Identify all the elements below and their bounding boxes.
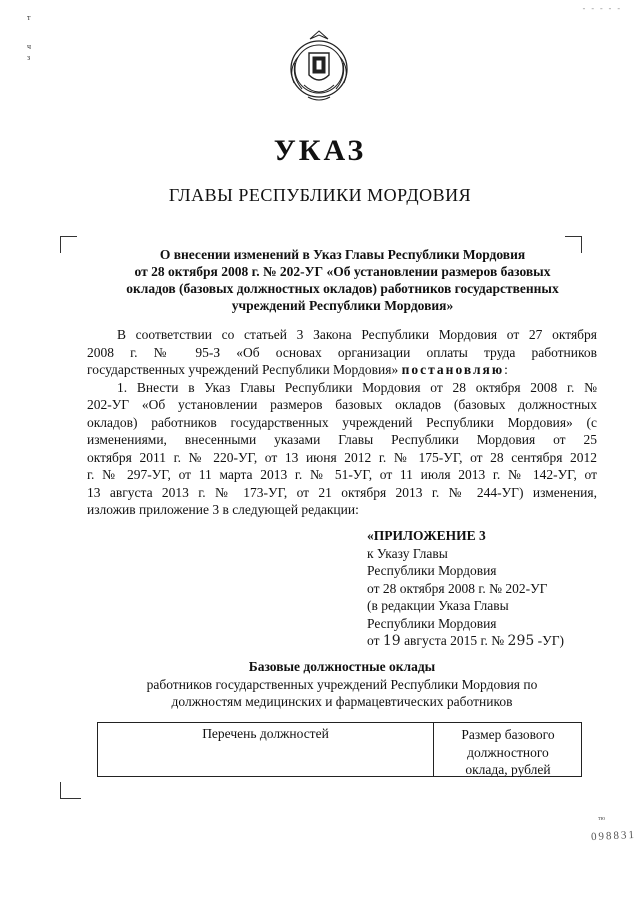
appendix-line: (в редакции Указа Главы	[367, 598, 509, 613]
decree-heading	[80, 246, 605, 314]
appendix-title: «ПРИЛОЖЕНИЕ 3	[367, 528, 486, 543]
serial-number: 098831	[590, 828, 637, 844]
table-title-bold: Базовые должностные оклады	[248, 659, 436, 674]
document-title: УКАЗ	[273, 134, 367, 167]
table-header-line: Размер базового	[461, 727, 555, 742]
salary-table	[97, 722, 582, 777]
footer-mark: тю	[598, 816, 606, 822]
appendix-last-line	[367, 632, 564, 651]
handwritten-number: 295	[507, 633, 535, 649]
appendix-line: Республики Мордовия	[367, 615, 497, 631]
heading-line: от 28 октября 2008 г. № 202-УГ «Об установлении размеров базовых	[134, 264, 551, 279]
document-subtitle: ГЛАВЫ РЕСПУБЛИКИ МОРДОВИЯ	[168, 185, 472, 205]
body-line: 1. Внести в Указ Главы Республики Мордовия от 28 октября 2008 г. №	[117, 379, 597, 395]
table-title-line: работников государственных учреждений Республики Мордовия по	[146, 676, 538, 692]
scan-mark: - - - - -	[582, 4, 622, 13]
body-line	[87, 361, 597, 379]
body-line: октября 2011 г. № 220-УГ, от 13 июня 2012 г. № 175-УГ, от 28 сентября 2012	[87, 449, 597, 465]
decree-body	[87, 326, 597, 519]
margin-mark: т	[27, 13, 31, 22]
heading-line: окладов (базовых должностных окладов) работников государственных	[126, 281, 559, 296]
body-punct: :	[504, 362, 508, 377]
margin-mark: з	[27, 53, 31, 62]
margin-marks	[27, 12, 31, 63]
appendix-line: к Указу Главы	[367, 545, 448, 561]
corner-bracket	[60, 782, 81, 799]
corner-bracket	[60, 236, 77, 253]
margin-mark: ч	[27, 42, 32, 51]
decree-keyword: постановляю	[401, 362, 505, 377]
appendix-block	[367, 527, 564, 651]
table-header-salary	[434, 726, 582, 779]
body-line: окладов) работников государственных учреждений Республики Мордовия» (с	[87, 414, 597, 430]
body-line: 202-УГ «Об установлении размеров базовых окладов (базовых должностных	[87, 397, 597, 412]
handwritten-day: 19	[382, 633, 401, 649]
body-line: 2008 г. № 95-З «Об основах организации оплаты труда работников	[87, 344, 597, 360]
body-line: г. № 297-УГ, от 11 марта 2013 г. № 51-УГ, от 11 июля 2013 г. № 142-УГ, от	[87, 467, 597, 482]
table-title-line: должностям медицинских и фармацевтических работников	[171, 694, 513, 709]
appendix-text: -УГ)	[537, 633, 565, 648]
body-line: 13 августа 2013 г. № 173-УГ, от 21 октября 2013 г. № 244-УГ) изменения,	[87, 484, 597, 500]
appendix-text: августа 2015 г. №	[404, 633, 505, 648]
heading-line: учреждений Республики Мордовия»	[231, 298, 454, 313]
table-header-positions: Перечень должностей	[202, 726, 329, 741]
body-text: государственных учреждений Республики Мордовия»	[87, 362, 399, 377]
body-line: изложив приложение 3 в следующей редакции:	[87, 502, 359, 517]
body-line: В соответствии со статьей 3 Закона Республики Мордовия от 27 октября	[117, 327, 597, 342]
appendix-line: Республики Мордовия	[367, 563, 497, 578]
heading-line: О внесении изменений в Указ Главы Республики Мордовия	[159, 247, 526, 262]
appendix-line: от 28 октября 2008 г. № 202-УГ	[367, 580, 548, 596]
table-title	[87, 658, 597, 711]
table-header-line: оклада, рублей	[465, 762, 551, 777]
coat-of-arms-emblem	[282, 25, 356, 105]
table-header-line: должностного	[467, 744, 549, 760]
appendix-text: от	[367, 633, 380, 648]
body-line: изменениями, внесенными указами Главы Республики Мордовия от 25	[87, 432, 597, 447]
